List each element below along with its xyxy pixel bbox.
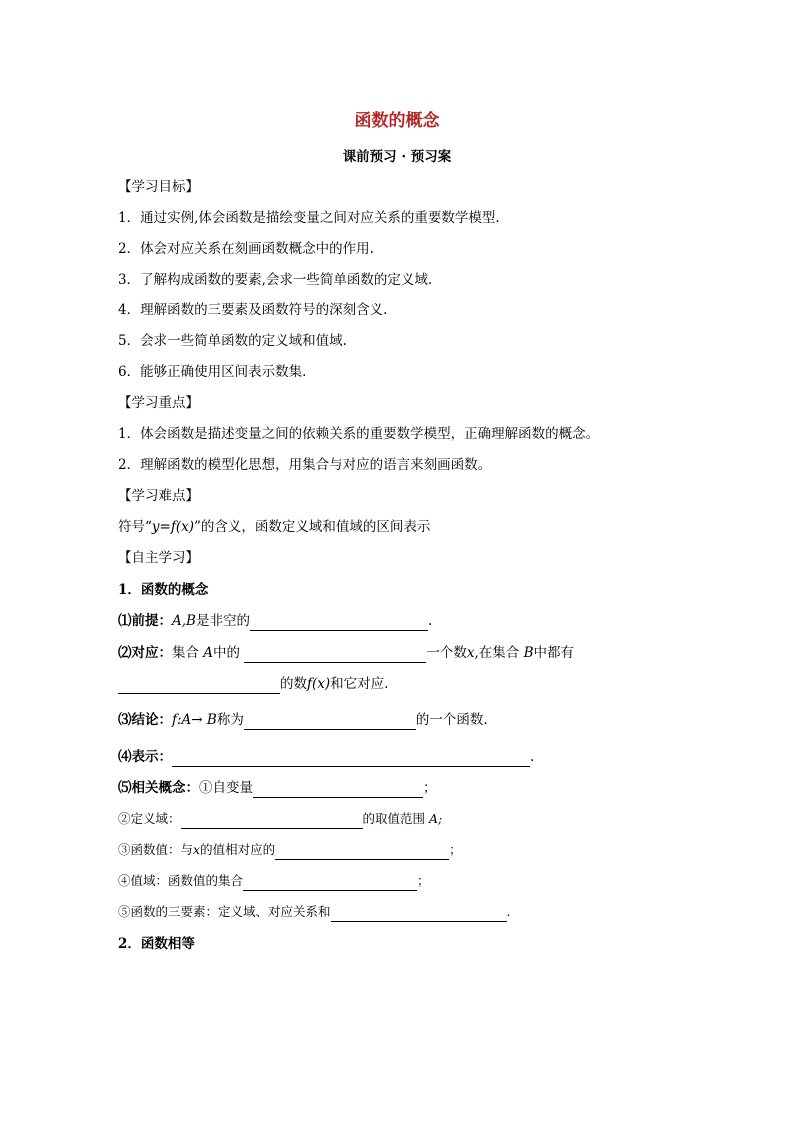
- range-blank[interactable]: [243, 874, 417, 891]
- page-title: 函数的概念: [354, 111, 440, 131]
- premise-line: ⑴前提：A,B是非空的 .: [118, 613, 433, 629]
- value-blank[interactable]: [275, 843, 449, 860]
- three-elements-line: ⑤函数的三要素：定义域、对应关系和 .: [118, 902, 511, 922]
- difficulty-heading: 【学习难点】: [118, 488, 199, 504]
- goal-item: 5．会求一些简单函数的定义域和值域.: [118, 333, 347, 349]
- goal-item: 2．体会对应关系在刻画函数概念中的作用.: [118, 241, 374, 257]
- value-line: ③函数值：与x的值相对应的 ；: [118, 840, 462, 860]
- goal-item: 3．了解构成函数的要素,会求一些简单函数的定义域.: [118, 272, 433, 288]
- goal-item: 1．通过实例,体会函数是描绘变量之间对应关系的重要数学模型.: [118, 210, 500, 226]
- correspondence-blank-1[interactable]: [244, 646, 426, 663]
- goal-item: 4．理解函数的三要素及函数符号的深刻含义.: [118, 302, 388, 318]
- variable-blank[interactable]: [253, 781, 423, 798]
- focus-item: 1．体会函数是描述变量之间的依赖关系的重要数学模型，正确理解函数的概念。: [118, 426, 600, 442]
- conclusion-blank[interactable]: [244, 713, 416, 730]
- domain-blank[interactable]: [181, 812, 363, 829]
- focus-heading: 【学习重点】: [118, 395, 199, 411]
- three-elements-blank[interactable]: [331, 905, 507, 922]
- section-heading: 2．函数相等: [118, 936, 195, 952]
- premise-blank[interactable]: [250, 614, 428, 631]
- correspondence-blank-2[interactable]: [118, 677, 280, 694]
- range-line: ④值域：函数值的集合 ；: [118, 871, 430, 891]
- correspondence-line: ⑵对应：集合 A中的 一个数x,在集合 B中都有: [118, 645, 574, 661]
- goal-item: 6．能够正确使用区间表示数集.: [118, 364, 307, 380]
- focus-item: 2．理解函数的模型化思想，用集合与对应的语言来刻画函数。: [118, 457, 492, 473]
- difficulty-text: 符号“y=f(x)”的含义，函数定义域和值域的区间表示: [118, 519, 431, 535]
- conclusion-line: ⑶结论：f:A→ B称为 的一个函数.: [118, 712, 488, 728]
- notation-blank[interactable]: [172, 750, 530, 767]
- self-study-heading: 【自主学习】: [118, 550, 199, 566]
- notation-line: ⑷表示： .: [118, 749, 535, 765]
- goals-heading: 【学习目标】: [118, 179, 199, 195]
- page-subtitle: 课前预习 · 预习案: [342, 149, 452, 165]
- section-heading: 1．函数的概念: [118, 582, 209, 598]
- correspondence-line-2: 的数f(x)和它对应.: [118, 674, 388, 694]
- related-line: ⑸相关概念：①自变量 ；: [118, 780, 437, 796]
- formula-y-fx: y=f(x): [151, 519, 194, 535]
- domain-line: ②定义域： 的取值范围 A;: [118, 809, 442, 829]
